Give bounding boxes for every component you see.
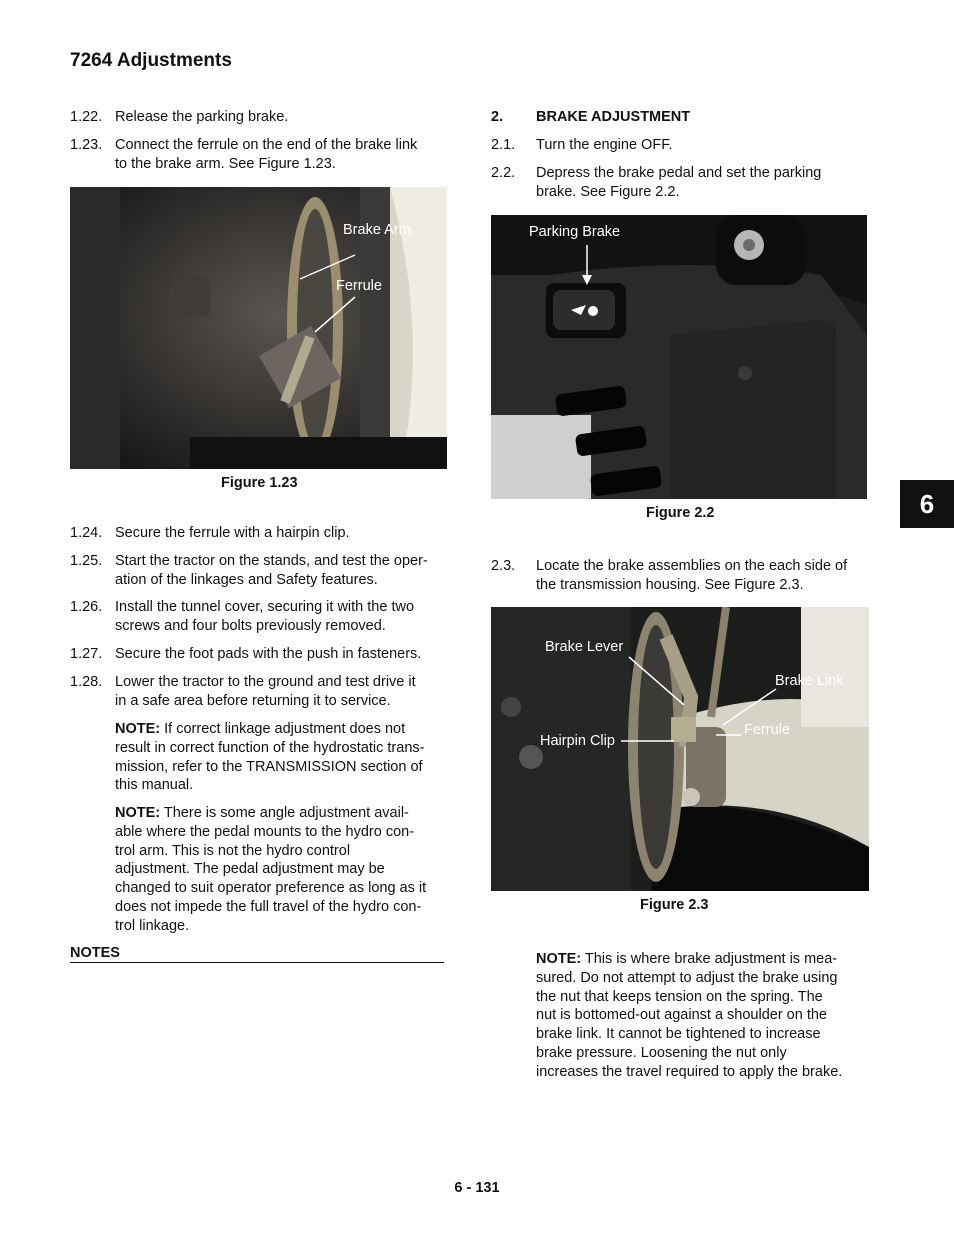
note-label: NOTE:	[115, 721, 161, 737]
note-line: There is some angle adjustment avail-	[160, 805, 409, 821]
label-brake-lever: Brake Lever	[545, 639, 624, 655]
label-ferrule: Ferrule	[744, 722, 790, 738]
step-1-27	[70, 645, 455, 665]
step-number: 1.27.	[70, 646, 103, 662]
step-2-1	[491, 136, 881, 156]
step-text-line: ation of the linkages and Safety features.	[115, 572, 378, 588]
step-text: Release the parking brake.	[115, 109, 289, 125]
label-ferrule: Ferrule	[336, 278, 382, 294]
step-text-line: Install the tunnel cover, securing it with the two	[115, 599, 415, 615]
step-text-line: Lower the tractor to the ground and test drive it	[115, 674, 416, 690]
section-tab: 6	[900, 480, 954, 528]
note-line: this manual.	[115, 777, 194, 794]
note-line: result in correct function of the hydrostatic trans-	[115, 739, 425, 756]
note-label: NOTE:	[115, 805, 161, 821]
label-brake-link: Brake Link	[775, 673, 844, 689]
note-line: mission, refer to the TRANSMISSION section of	[115, 758, 423, 775]
note-line: brake pressure. Loosening the nut only	[536, 1044, 787, 1061]
note-line: able where the pedal mounts to the hydro con-	[115, 823, 415, 840]
note-line: brake link. It cannot be tightened to increase	[536, 1026, 821, 1043]
step-number: 1.24.	[70, 525, 103, 541]
note-line: adjustment. The pedal adjustment may be	[115, 861, 385, 878]
note-line: sured. Do not attempt to adjust the brake using	[536, 969, 838, 986]
step-text-line: Start the tractor on the stands, and test the oper-	[115, 553, 428, 569]
step-text-line: Depress the brake pedal and set the parking	[536, 165, 822, 181]
figure-1-23-photo	[70, 187, 447, 469]
page-title: 7264 Adjustments	[70, 50, 232, 71]
figure-2-2-photo	[491, 215, 867, 499]
step-1-26	[70, 598, 455, 638]
note-pedal	[115, 804, 460, 936]
note-line: trol arm. This is not the hydro control	[115, 842, 351, 859]
note-line: changed to suit operator preference as long as it	[115, 880, 427, 897]
note-line: This is where brake adjustment is mea-	[581, 951, 838, 967]
step-number: 1.26.	[70, 599, 103, 615]
step-1-24	[70, 524, 455, 544]
label-brake-arm: Brake Arm	[343, 222, 411, 238]
step-text: Secure the ferrule with a hairpin clip.	[115, 525, 350, 541]
step-1-28	[70, 673, 455, 713]
step-2-3	[491, 557, 881, 597]
step-1-25	[70, 552, 455, 592]
section-heading	[491, 108, 881, 128]
note-line: increases the travel required to apply the brake.	[536, 1063, 843, 1080]
figure-caption: Figure 1.23	[221, 475, 298, 491]
note-line: the nut that keeps tension on the spring. The	[536, 988, 823, 1005]
note-linkage	[115, 720, 460, 795]
note-line: does not impede the full travel of the hydro con-	[115, 898, 422, 915]
step-number: 1.22.	[70, 109, 103, 125]
step-number: 2.2.	[491, 165, 516, 181]
step-1-23	[70, 136, 455, 176]
step-text-line: to the brake arm. See Figure 1.23.	[115, 156, 336, 172]
note-brake-measure	[536, 950, 876, 1082]
step-number: 1.28.	[70, 674, 103, 690]
notes-heading: NOTES	[70, 945, 444, 963]
step-text-line: Connect the ferrule on the end of the brake link	[115, 137, 418, 153]
step-text-line: brake. See Figure 2.2.	[536, 184, 680, 200]
note-line: nut is bottomed-out against a shoulder on the	[536, 1007, 827, 1024]
step-text-line: screws and four bolts previously removed.	[115, 618, 386, 634]
label-parking-brake: Parking Brake	[529, 224, 621, 240]
figure-caption: Figure 2.2	[646, 505, 715, 521]
step-number: 1.25.	[70, 553, 103, 569]
section-title: BRAKE ADJUSTMENT	[536, 109, 691, 125]
page-number: 6 - 131	[454, 1180, 500, 1196]
step-text-line: the transmission housing. See Figure 2.3.	[536, 577, 804, 593]
step-number: 2.3.	[491, 558, 516, 574]
label-hairpin-clip: Hairpin Clip	[540, 733, 615, 749]
step-2-2	[491, 164, 881, 204]
step-text-line: in a safe area before returning it to service.	[115, 693, 391, 709]
step-text: Turn the engine OFF.	[536, 137, 673, 153]
note-line: If correct linkage adjustment does not	[160, 721, 406, 737]
figure-2-3-photo	[491, 607, 869, 891]
section-number: 2.	[491, 109, 504, 125]
step-number: 2.1.	[491, 137, 516, 153]
step-1-22	[70, 108, 455, 128]
figure-caption: Figure 2.3	[640, 897, 709, 913]
note-line: trol linkage.	[115, 917, 190, 934]
step-number: 1.23.	[70, 137, 103, 153]
note-label: NOTE:	[536, 951, 582, 967]
step-text-line: Locate the brake assemblies on the each side of	[536, 558, 848, 574]
step-text: Secure the foot pads with the push in fasteners.	[115, 646, 422, 662]
